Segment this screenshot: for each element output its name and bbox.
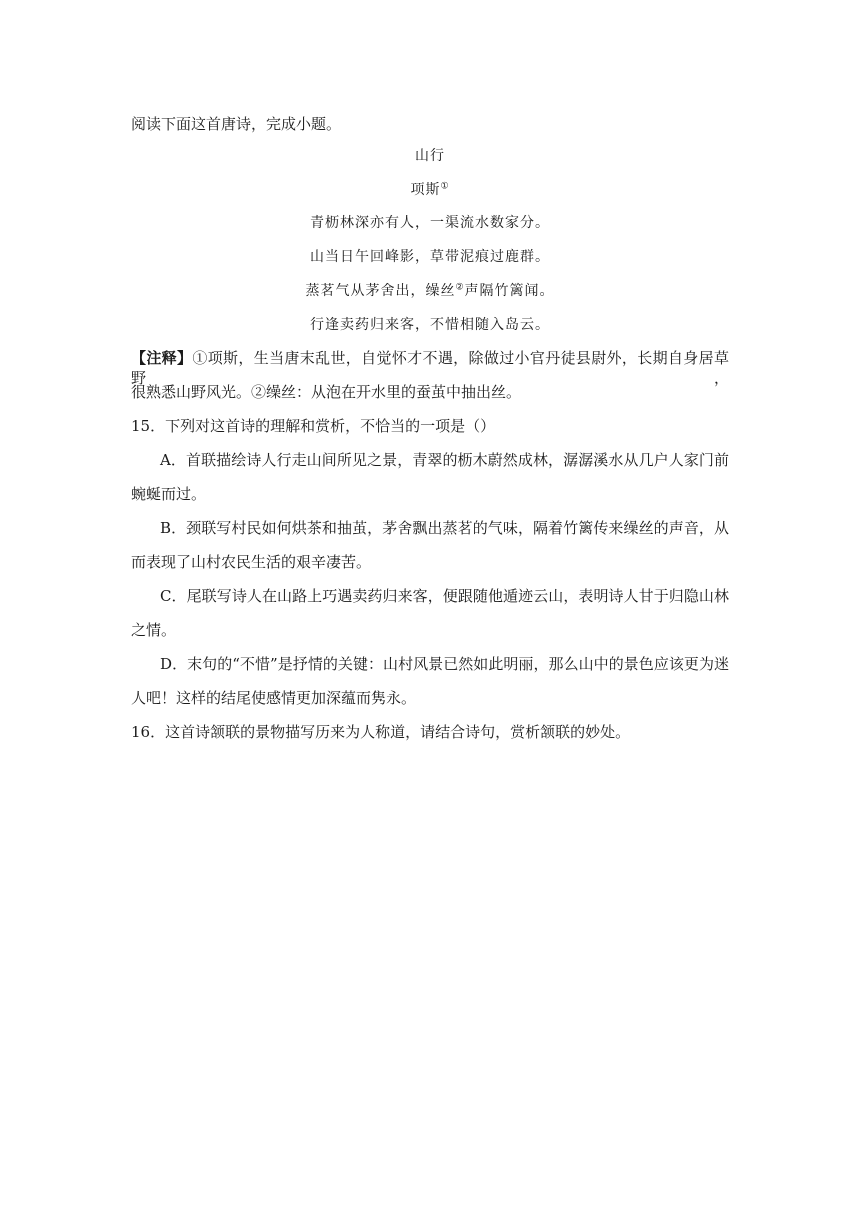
option-d-continued: 人吧！这样的结尾使感情更加深蕴而隽永。 xyxy=(131,689,417,707)
option-c-continued: 之情。 xyxy=(131,621,177,639)
footnote-marker: ① xyxy=(440,181,450,192)
option-a: A．首联描绘诗人行走山间所见之景，青翠的枥木蔚然成林，潺潺溪水从几户人家门前 xyxy=(160,451,729,469)
poem-author-name: 项斯 xyxy=(410,182,441,198)
footnote-marker: ② xyxy=(455,282,465,293)
option-b: B．颈联写村民如何烘茶和抽茧，茅舍飘出蒸茗的气味，隔着竹篱传来缲丝的声音，从 xyxy=(160,519,729,537)
poem-line-part: 声隔竹篱闻。 xyxy=(464,283,555,299)
poem-line: 青枥林深亦有人，一渠流水数家分。 xyxy=(310,215,550,231)
poem-author xyxy=(0,180,860,200)
poem-line-part: 蒸茗气从茅舍出，缲丝 xyxy=(305,283,456,299)
option-c: C．尾联写诗人在山路上巧遇卖药归来客，便跟随他遁迹云山，表明诗人甘于归隐山林 xyxy=(160,587,729,605)
poem-title: 山行 xyxy=(415,148,445,164)
poem-line: 行逢卖药归来客，不惜相随入岛云。 xyxy=(310,317,550,333)
poem-line xyxy=(0,281,860,301)
option-b-continued: 而表现了山村农民生活的艰辛凄苦。 xyxy=(131,553,372,571)
question-stem: 15．下列对这首诗的理解和赏析，不恰当的一项是（） xyxy=(131,417,496,435)
option-a-continued: 蜿蜒而过。 xyxy=(131,485,207,503)
notes-text: ①项斯，生当唐末乱世，自觉怀才不遇，除做过小官丹徒县尉外，长期自身居草野， xyxy=(131,349,729,387)
option-d: D．末句的“不惜”是抒情的关键：山村风景已然如此明丽，那么山中的景色应该更为迷 xyxy=(160,655,729,673)
question-stem: 16．这首诗颔联的景物描写历来为人称道，请结合诗句，赏析颔联的妙处。 xyxy=(131,723,631,741)
notes-label: 【注释】 xyxy=(131,349,193,367)
poem-line: 山当日午回峰影，草带泥痕过鹿群。 xyxy=(310,249,550,265)
reading-instruction: 阅读下面这首唐诗，完成小题。 xyxy=(131,115,342,133)
notes-line: 很熟悉山野风光。②缲丝：从泡在开水里的蚕茧中抽出丝。 xyxy=(131,383,522,401)
